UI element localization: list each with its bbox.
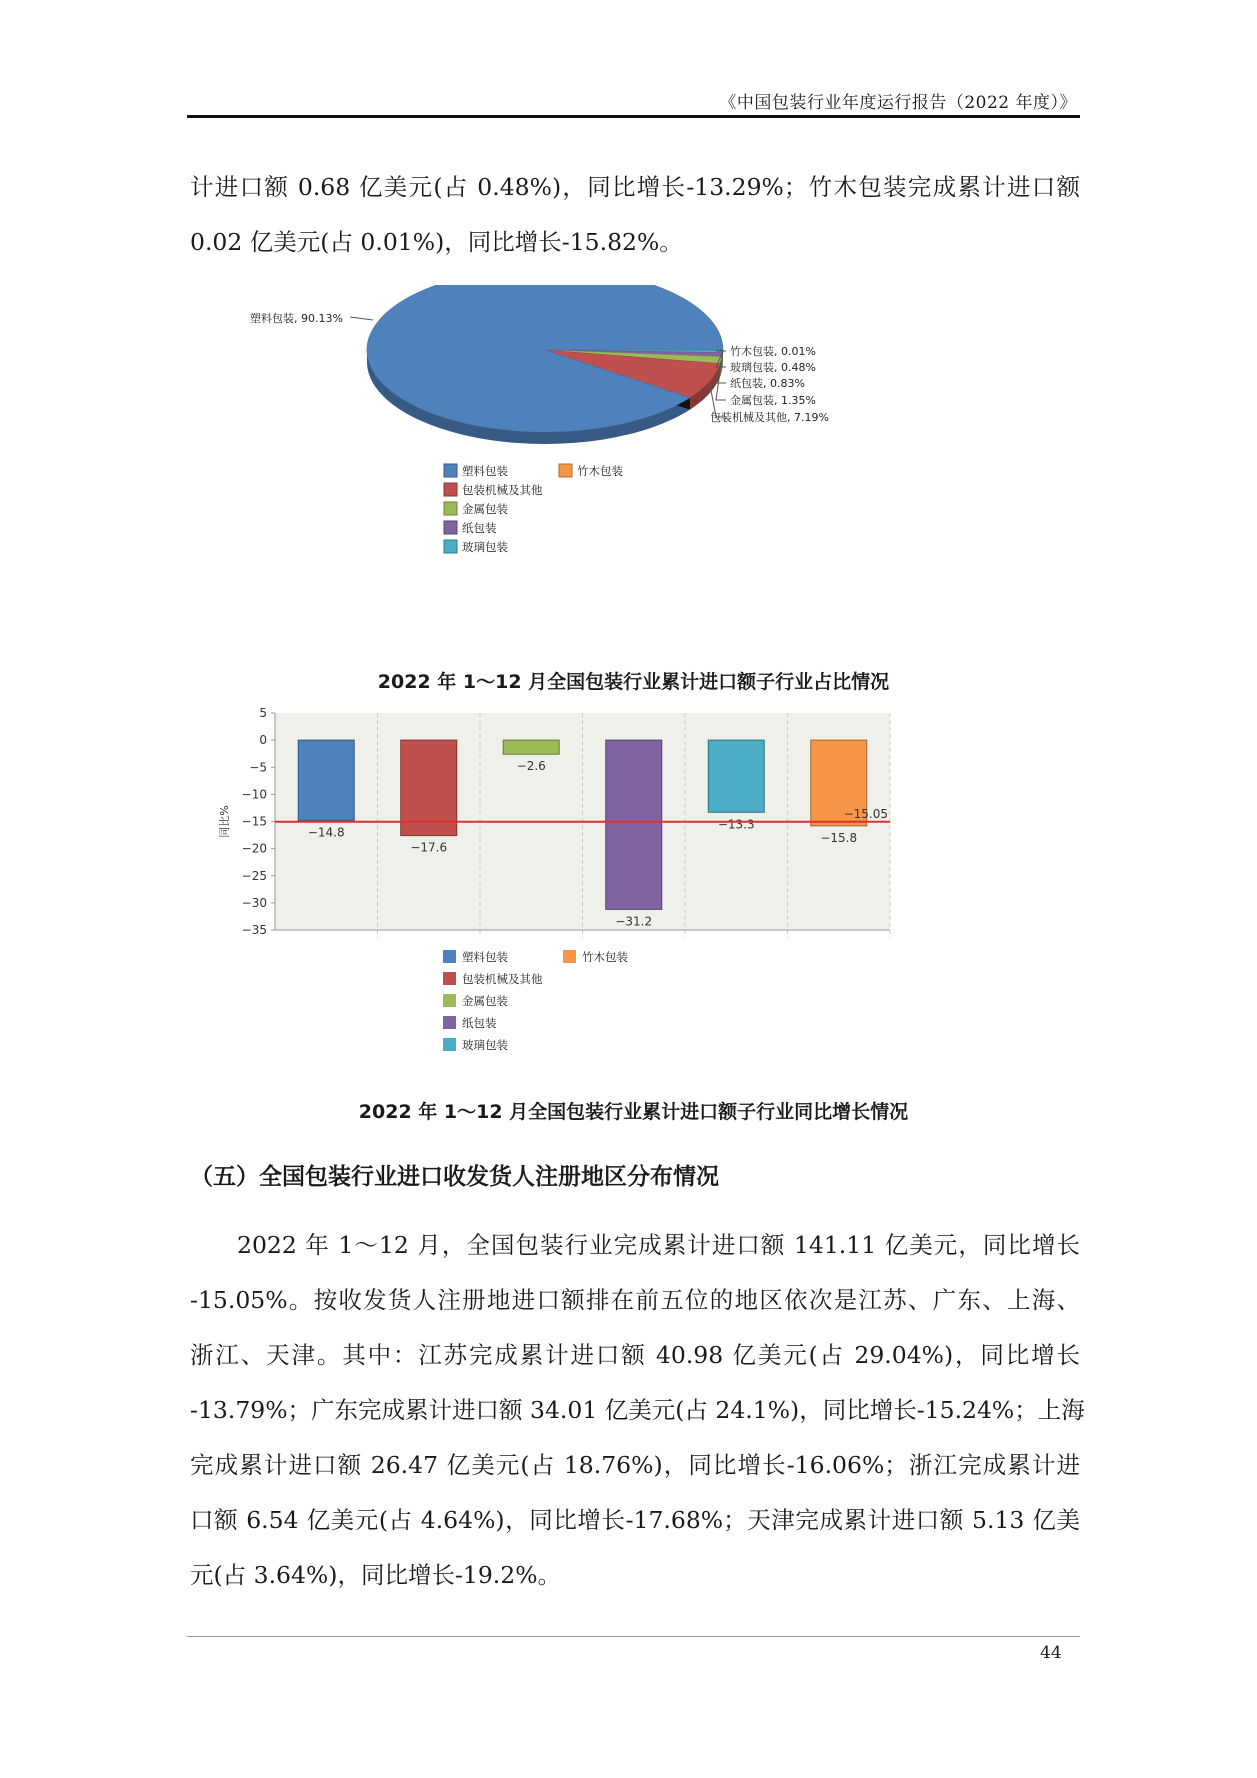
bar-legend-swatch — [443, 972, 456, 985]
bar-legend-label: 塑料包装 — [462, 950, 508, 964]
pie-data-label: 玻璃包装, 0.48% — [730, 361, 816, 374]
bar-value-label: −13.3 — [717, 817, 755, 832]
y-tick-label: −15 — [241, 814, 267, 829]
intro-line: 计进口额 0.68 亿美元(占 0.48%)，同比增长-13.29%；竹木包装完成累计进口额 — [190, 173, 1080, 201]
bar-legend-label: 包装机械及其他 — [462, 972, 543, 986]
pie-data-label: 金属包装, 1.35% — [730, 394, 816, 407]
y-tick-label: −20 — [241, 841, 267, 856]
pie-legend-item — [444, 502, 508, 516]
bar — [298, 740, 354, 820]
section-line: -13.79%；广东完成累计进口额 34.01 亿美元(占 24.1%)，同比增长-15.24%；上海 — [190, 1396, 1085, 1424]
bar-legend-swatch — [563, 950, 576, 963]
bar-value-label: −15.8 — [820, 830, 858, 845]
y-tick-label: −30 — [241, 895, 267, 910]
section-line: 口额 6.54 亿美元(占 4.64%)，同比增长-17.68%；天津完成累计进口额 5.13 亿美 — [190, 1506, 1080, 1534]
section-line: 完成累计进口额 26.47 亿美元(占 18.76%)，同比增长-16.06%；浙江完成累计进 — [190, 1451, 1080, 1479]
section-line: 元(占 3.64%)，同比增长-19.2%。 — [190, 1561, 562, 1589]
bar-legend-label: 金属包装 — [462, 994, 508, 1008]
bar — [708, 740, 764, 812]
bar-legend-item — [443, 1038, 508, 1052]
pie-legend-swatch — [444, 521, 457, 534]
section-title: （五）全国包装行业进口收发货人注册地区分布情况 — [190, 1164, 719, 1190]
bar-value-label: −2.6 — [516, 759, 546, 774]
section-line: 浙江、天津。其中：江苏完成累计进口额 40.98 亿美元(占 29.04%)，同比增长 — [190, 1341, 1080, 1369]
pie-legend-label: 竹木包装 — [577, 464, 623, 478]
pie-chart-caption: 2022 年 1～12 月全国包装行业累计进口额子行业占比情况 — [377, 671, 890, 693]
pie-legend-label: 纸包装 — [462, 521, 497, 535]
pie-legend-item — [444, 521, 497, 535]
reference-line-label: −15.05 — [843, 806, 888, 821]
bar-value-label: −31.2 — [615, 914, 653, 929]
section-line: 2022 年 1～12 月，全国包装行业完成累计进口额 141.11 亿美元，同比增长 — [237, 1231, 1080, 1259]
pie-data-label: 纸包装, 0.83% — [730, 377, 805, 390]
intro-paragraph — [190, 160, 1080, 270]
bar — [606, 740, 662, 909]
intro-line: 0.02 亿美元(占 0.01%)，同比增长-15.82%。 — [190, 228, 683, 256]
bar-legend-swatch — [443, 1038, 456, 1051]
bar-legend-label: 纸包装 — [462, 1016, 497, 1030]
pie-legend-label: 包装机械及其他 — [462, 483, 543, 497]
pie-legend-swatch — [444, 502, 457, 515]
bar-legend-swatch — [443, 1016, 456, 1029]
y-tick-label: −35 — [241, 923, 267, 937]
pie-legend-swatch — [444, 483, 457, 496]
pie-data-label: 竹木包装, 0.01% — [730, 345, 816, 358]
y-axis-label: 同比% — [218, 805, 231, 838]
bar-chart-caption: 2022 年 1～12 月全国包装行业累计进口额子行业同比增长情况 — [358, 1101, 909, 1123]
y-tick-label: −25 — [241, 868, 267, 883]
pie-chart — [190, 285, 1080, 645]
bar-value-label: −14.8 — [307, 825, 345, 840]
bar — [503, 740, 559, 754]
y-tick-label: 5 — [259, 706, 267, 720]
bar-chart — [190, 705, 1080, 1085]
footer-rule — [187, 1636, 1080, 1637]
pie-data-label: 包装机械及其他, 7.19% — [710, 411, 829, 424]
pie-legend-label: 金属包装 — [462, 502, 508, 516]
bar-legend-swatch — [443, 950, 456, 963]
pie-legend-swatch — [444, 464, 457, 477]
pie-legend-label: 塑料包装 — [462, 464, 508, 478]
pie-legend-item — [444, 464, 508, 478]
pie-legend-swatch — [559, 464, 572, 477]
bar-legend-item — [563, 950, 628, 964]
bar-legend-swatch — [443, 994, 456, 1007]
pie-legend-item — [559, 464, 623, 478]
y-tick-label: −10 — [241, 787, 267, 802]
section-paragraph — [190, 1218, 1085, 1603]
bar-legend-label: 竹木包装 — [582, 950, 628, 964]
bar-legend-item — [443, 972, 543, 986]
y-tick-label: −5 — [249, 760, 267, 775]
pie-data-label: 塑料包装, 90.13% — [250, 312, 343, 325]
page-number: 44 — [1040, 1643, 1062, 1663]
bar-legend-item — [443, 1016, 497, 1030]
y-tick-label: 0 — [259, 733, 267, 748]
bar-legend-label: 玻璃包装 — [462, 1038, 508, 1052]
pie-legend-swatch — [444, 540, 457, 553]
section-line: -15.05%。按收发货人注册地进口额排在前五位的地区依次是江苏、广东、上海、 — [190, 1286, 1080, 1314]
pie-legend-label: 玻璃包装 — [462, 540, 508, 554]
running-header: 《中国包装行业年度运行报告（2022 年度）》 — [719, 93, 1077, 113]
bar-legend-item — [443, 950, 508, 964]
bar-legend-item — [443, 994, 508, 1008]
header-rule — [187, 115, 1080, 118]
pie-leader-line — [350, 317, 373, 320]
bar-value-label: −17.6 — [410, 840, 448, 855]
pie-legend-item — [444, 540, 508, 554]
pie-legend-item — [444, 483, 543, 497]
